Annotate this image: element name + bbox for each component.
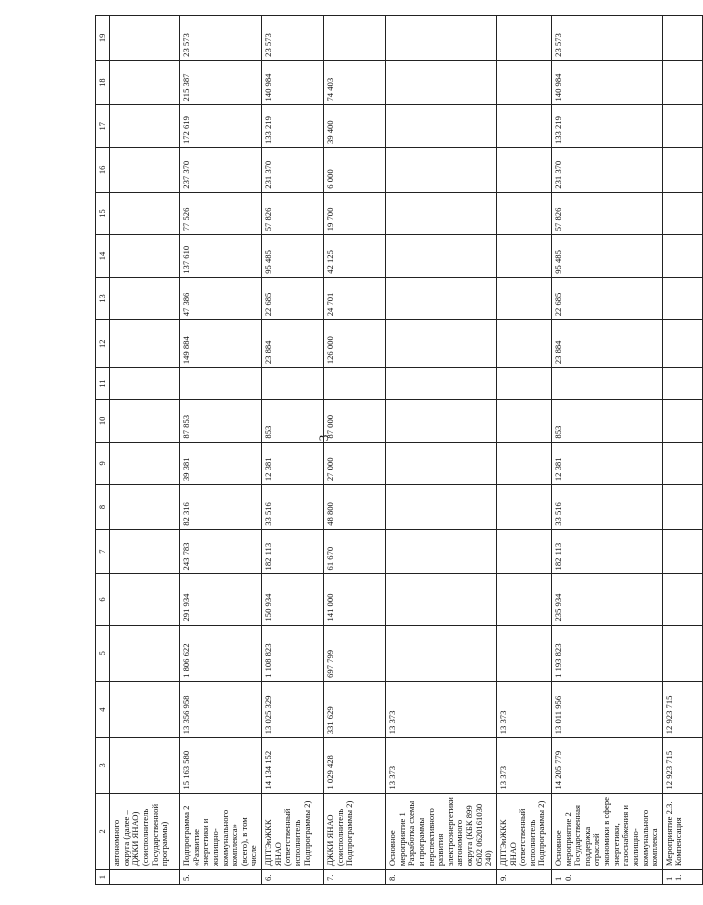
value-cell: 12 381 (551, 442, 662, 485)
value-cell: 237 370 (180, 148, 262, 193)
value-cell: 22 685 (551, 277, 662, 320)
value-cell (110, 485, 180, 530)
value-cell: 12 381 (262, 442, 324, 485)
row-name: ДПТЭиЖКК ЯНАО (ответственный исполнитель Подпрограммы 2) (262, 793, 324, 870)
value-cell (386, 60, 497, 105)
value-cell: 57 826 (551, 192, 662, 235)
value-cell (386, 625, 497, 681)
value-cell: 23 884 (551, 320, 662, 368)
value-cell (496, 368, 551, 400)
value-cell: 14 134 152 (262, 738, 324, 793)
budget-table (95, 15, 703, 885)
column-header: 18 (96, 60, 110, 105)
value-cell: 150 934 (262, 574, 324, 625)
value-cell (496, 400, 551, 443)
value-cell: 42 125 (324, 235, 386, 278)
value-cell (662, 320, 702, 368)
value-cell (262, 368, 324, 400)
value-cell (662, 277, 702, 320)
value-cell: 48 800 (324, 485, 386, 530)
value-cell (110, 105, 180, 148)
page-number: 3 (316, 434, 331, 442)
value-cell (662, 529, 702, 574)
value-cell (324, 16, 386, 61)
row-name: Подпрограмма 2 «Развитие энергетики и жилищно-коммунального комплекса» (всего), в том числе (180, 793, 262, 870)
column-header: 16 (96, 148, 110, 193)
value-cell (386, 485, 497, 530)
value-cell: 19 700 (324, 192, 386, 235)
value-cell (110, 529, 180, 574)
value-cell: 182 113 (262, 529, 324, 574)
value-cell (662, 574, 702, 625)
value-cell: 13 356 958 (180, 681, 262, 737)
row-number: 9. (496, 870, 551, 885)
value-cell: 13 373 (496, 738, 551, 793)
value-cell (496, 16, 551, 61)
value-cell (662, 368, 702, 400)
value-cell (110, 400, 180, 443)
table-row (496, 16, 551, 885)
column-header: 8 (96, 485, 110, 530)
rotated-table-wrapper (95, 15, 684, 885)
value-cell (662, 60, 702, 105)
value-cell: 47 386 (180, 277, 262, 320)
value-cell (386, 16, 497, 61)
value-cell (110, 574, 180, 625)
row-number: 5. (180, 870, 262, 885)
value-cell: 23 573 (551, 16, 662, 61)
value-cell (496, 574, 551, 625)
value-cell: 12 923 715 (662, 738, 702, 793)
value-cell (496, 148, 551, 193)
value-cell (551, 368, 662, 400)
value-cell: 61 670 (324, 529, 386, 574)
value-cell (496, 60, 551, 105)
value-cell: 23 573 (262, 16, 324, 61)
value-cell: 172 619 (180, 105, 262, 148)
value-cell: 13 373 (496, 681, 551, 737)
row-name: Мероприятие 2.3. Компенсация (662, 793, 702, 870)
value-cell (110, 625, 180, 681)
value-cell: 33 516 (551, 485, 662, 530)
value-cell: 33 516 (262, 485, 324, 530)
value-cell: 853 (551, 400, 662, 443)
value-cell (110, 148, 180, 193)
value-cell (110, 60, 180, 105)
value-cell: 137 610 (180, 235, 262, 278)
row-number: 8. (386, 870, 497, 885)
value-cell: 22 685 (262, 277, 324, 320)
value-cell: 74 403 (324, 60, 386, 105)
column-header: 2 (96, 793, 110, 870)
value-cell (110, 235, 180, 278)
value-cell (496, 277, 551, 320)
value-cell (386, 105, 497, 148)
column-header: 10 (96, 400, 110, 443)
value-cell: 95 485 (551, 235, 662, 278)
value-cell (386, 277, 497, 320)
value-cell: 14 205 779 (551, 738, 662, 793)
row-name: автономного округа (далее – ДЖКИ ЯНАО) (соисполнитель Государственной программы) (110, 793, 180, 870)
table-row (110, 16, 180, 885)
value-cell (180, 368, 262, 400)
value-cell: 27 000 (324, 442, 386, 485)
value-cell: 1 193 823 (551, 625, 662, 681)
table-row (180, 16, 262, 885)
value-cell (110, 16, 180, 61)
value-cell: 95 485 (262, 235, 324, 278)
value-cell: 39 381 (180, 442, 262, 485)
value-cell (496, 485, 551, 530)
value-cell: 291 934 (180, 574, 262, 625)
table-body (96, 16, 703, 885)
value-cell: 1 806 622 (180, 625, 262, 681)
value-cell (386, 192, 497, 235)
value-cell (662, 16, 702, 61)
value-cell (386, 235, 497, 278)
value-cell (662, 485, 702, 530)
row-number: 6. (262, 870, 324, 885)
value-cell: 133 219 (262, 105, 324, 148)
value-cell (662, 105, 702, 148)
value-cell: 231 370 (551, 148, 662, 193)
row-number: 7. (324, 870, 386, 885)
value-cell: 6 000 (324, 148, 386, 193)
value-cell: 1 108 823 (262, 625, 324, 681)
value-cell (324, 368, 386, 400)
value-cell: 13 011 956 (551, 681, 662, 737)
value-cell (496, 625, 551, 681)
value-cell (386, 368, 497, 400)
value-cell: 23 573 (180, 16, 262, 61)
value-cell (110, 320, 180, 368)
value-cell (386, 320, 497, 368)
value-cell (496, 442, 551, 485)
value-cell: 215 387 (180, 60, 262, 105)
value-cell: 87 853 (180, 400, 262, 443)
value-cell: 57 826 (262, 192, 324, 235)
table-row (324, 16, 386, 885)
row-number: 11. (662, 870, 702, 885)
table-row (262, 16, 324, 885)
value-cell (496, 320, 551, 368)
value-cell (662, 148, 702, 193)
value-cell (496, 105, 551, 148)
table-row (386, 16, 497, 885)
column-header: 19 (96, 16, 110, 61)
value-cell: 235 934 (551, 574, 662, 625)
value-cell (110, 192, 180, 235)
value-cell: 697 799 (324, 625, 386, 681)
row-name: Основное мероприятие 1 Разработка схемы и программы перспективного развития электроэнергетики автономного округа (КБК 899 0502 0620161030 240) (386, 793, 497, 870)
value-cell (662, 400, 702, 443)
column-header: 14 (96, 235, 110, 278)
value-cell (496, 529, 551, 574)
column-header: 1 (96, 870, 110, 885)
column-header: 9 (96, 442, 110, 485)
column-header: 5 (96, 625, 110, 681)
value-cell: 82 316 (180, 485, 262, 530)
value-cell: 133 219 (551, 105, 662, 148)
value-cell (386, 574, 497, 625)
value-cell (662, 442, 702, 485)
value-cell: 23 884 (262, 320, 324, 368)
value-cell (496, 192, 551, 235)
column-header: 17 (96, 105, 110, 148)
value-cell: 231 370 (262, 148, 324, 193)
value-cell (110, 277, 180, 320)
value-cell: 182 113 (551, 529, 662, 574)
value-cell: 140 984 (262, 60, 324, 105)
value-cell: 12 923 715 (662, 681, 702, 737)
value-cell: 87 000 (324, 400, 386, 443)
row-name: ДПТЭиЖКК ЯНАО (ответственный исполнитель Подпрограммы 2) (496, 793, 551, 870)
column-header: 6 (96, 574, 110, 625)
value-cell (496, 235, 551, 278)
value-cell: 15 163 580 (180, 738, 262, 793)
value-cell: 853 (262, 400, 324, 443)
value-cell (110, 442, 180, 485)
value-cell: 13 025 329 (262, 681, 324, 737)
value-cell: 39 400 (324, 105, 386, 148)
value-cell: 141 000 (324, 574, 386, 625)
value-cell (662, 625, 702, 681)
value-cell (386, 529, 497, 574)
value-cell (386, 148, 497, 193)
value-cell: 149 884 (180, 320, 262, 368)
value-cell: 331 629 (324, 681, 386, 737)
column-header: 15 (96, 192, 110, 235)
row-number (110, 870, 180, 885)
column-header: 7 (96, 529, 110, 574)
column-header: 13 (96, 277, 110, 320)
value-cell (662, 192, 702, 235)
row-name: Основное мероприятие 2 Государственная поддержка отраслей экономики в сфере энергетики, газоснабжения и жилищно-коммунального комплекса (551, 793, 662, 870)
value-cell (386, 400, 497, 443)
row-name: ДЖКИ ЯНАО (соисполнитель Подпрограммы 2) (324, 793, 386, 870)
value-cell: 13 373 (386, 738, 497, 793)
value-cell: 1 029 428 (324, 738, 386, 793)
value-cell: 24 701 (324, 277, 386, 320)
row-number: 10. (551, 870, 662, 885)
value-cell (110, 681, 180, 737)
value-cell: 77 526 (180, 192, 262, 235)
column-header: 3 (96, 738, 110, 793)
value-cell (110, 738, 180, 793)
value-cell: 126 000 (324, 320, 386, 368)
value-cell (662, 235, 702, 278)
column-header: 4 (96, 681, 110, 737)
table-row (662, 16, 702, 885)
table-row (551, 16, 662, 885)
value-cell (386, 442, 497, 485)
column-header: 12 (96, 320, 110, 368)
header-row (96, 16, 110, 885)
value-cell: 243 783 (180, 529, 262, 574)
value-cell: 13 373 (386, 681, 497, 737)
value-cell: 140 984 (551, 60, 662, 105)
value-cell (110, 368, 180, 400)
column-header: 11 (96, 368, 110, 400)
